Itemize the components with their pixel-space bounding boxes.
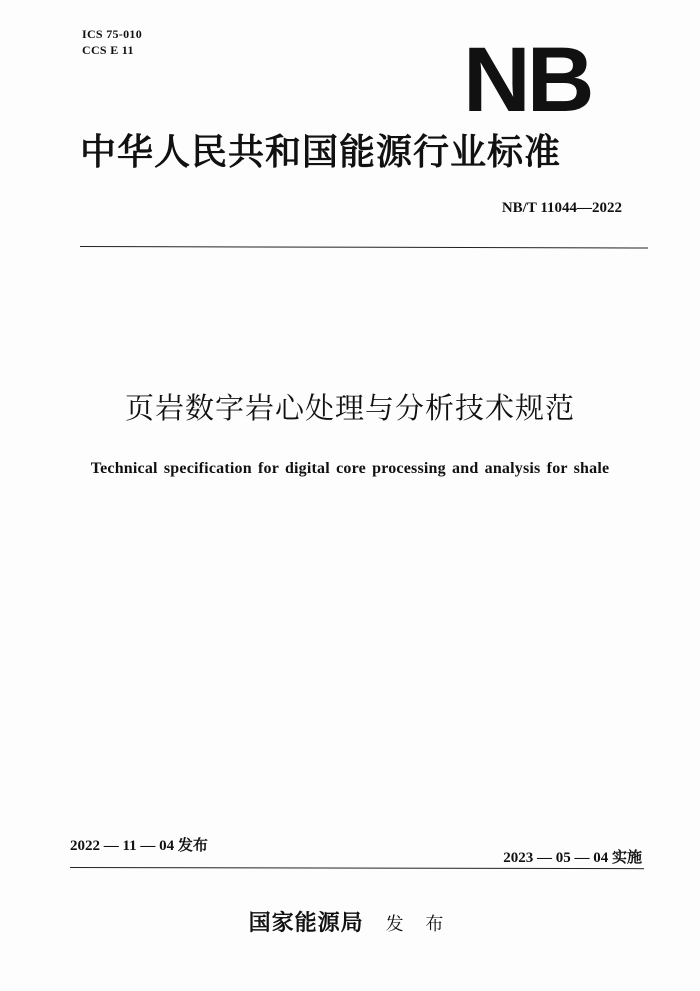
header-divider bbox=[80, 246, 648, 248]
document-title-chinese: 页岩数字岩心处理与分析技术规范 bbox=[124, 391, 575, 425]
industry-standard-heading: 中华人民共和国能源行业标准 bbox=[80, 131, 562, 173]
nb-logo: NB bbox=[463, 29, 591, 131]
ccs-code: CCS E 11 bbox=[82, 43, 134, 57]
ics-code: ICS 75-010 bbox=[82, 27, 143, 41]
issuer-line bbox=[0, 908, 700, 940]
issuer-action: 发 布 bbox=[385, 914, 452, 935]
effective-date: 2023 — 05 — 04 实施 bbox=[503, 850, 642, 866]
standard-number: NB/T 11044—2022 bbox=[501, 200, 622, 216]
document-title-english: Technical specification for digital core processing and analysis for shale bbox=[90, 460, 610, 477]
footer-divider bbox=[70, 867, 644, 869]
issuer-name: 国家能源局 bbox=[248, 910, 364, 936]
classification-codes bbox=[82, 26, 142, 58]
release-date: 2022 — 11 — 04 发布 bbox=[70, 838, 208, 854]
